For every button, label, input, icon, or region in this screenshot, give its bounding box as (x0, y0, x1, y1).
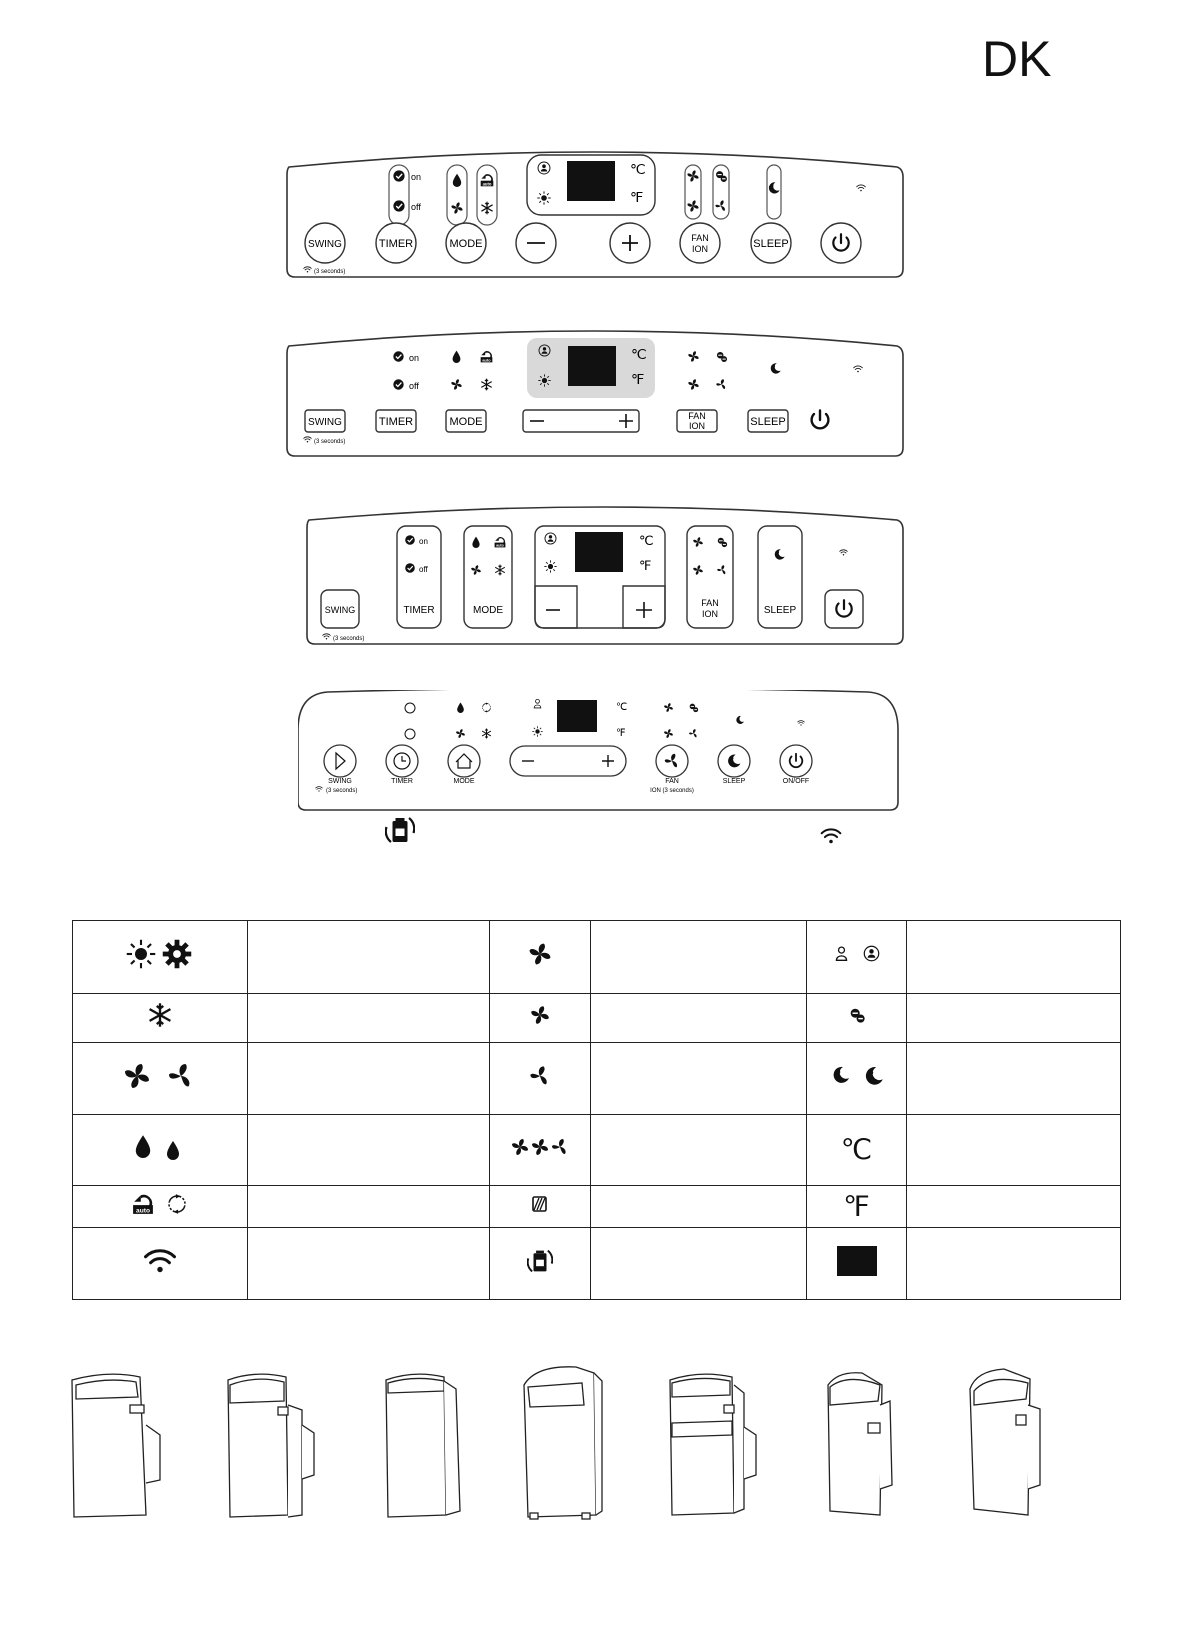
dehumidify-icon (453, 351, 461, 363)
wifi-small-icon (304, 437, 312, 443)
legend-description-cell (248, 1186, 490, 1228)
person-icon (545, 533, 556, 544)
sleep-button[interactable] (748, 410, 788, 432)
minus-button[interactable] (516, 223, 556, 263)
fan-high-icon (530, 944, 551, 965)
wifi-hint: (3 seconds) (333, 636, 365, 642)
wifi-indicator-icon (854, 366, 863, 372)
heat-icon (127, 940, 156, 969)
ion-label: ION (701, 609, 719, 619)
timer-on-icon (393, 170, 404, 181)
legend-icon-cell (490, 1186, 591, 1228)
sleep-label: SLEEP (763, 605, 797, 616)
legend-description-cell (248, 1114, 490, 1186)
legend-icon-cell (490, 921, 591, 994)
fan-outline-icon (169, 1064, 189, 1087)
timer-off-label: off (419, 565, 428, 574)
power-icon (790, 754, 803, 767)
fan-low-icon (716, 379, 725, 389)
power-icon (836, 600, 851, 616)
legend-description-cell (248, 993, 490, 1042)
heat-icon (538, 374, 550, 386)
fahrenheit-label: ℉ (631, 371, 645, 387)
fan-medium-icon (693, 565, 703, 575)
celsius-label: ℃ (616, 702, 628, 713)
auto-mode-icon (482, 703, 490, 713)
control-panel-4 (298, 690, 903, 822)
swing-button[interactable] (305, 410, 345, 432)
swing-hint: (3 seconds) (326, 788, 358, 794)
table-row (73, 1228, 1121, 1300)
unit-1 (72, 1374, 160, 1517)
sleep-icon (833, 1067, 848, 1083)
legend-description-cell (248, 921, 490, 994)
swing-label: SWING (328, 778, 352, 785)
mode-label: MODE (449, 416, 483, 428)
sleep-indicator-icon (769, 182, 780, 193)
timer-on-indicator (405, 703, 415, 713)
legend-description-cell (248, 1042, 490, 1114)
onoff-button[interactable] (780, 745, 812, 785)
legend-description-cell (907, 1186, 1121, 1228)
sleep-icon (728, 755, 740, 768)
mode-button[interactable] (446, 223, 486, 263)
legend-icon-cell (73, 1228, 248, 1300)
timer-label: TIMER (391, 778, 413, 785)
sleep-indicator-icon (736, 716, 744, 724)
legend-icon-cell (807, 1228, 907, 1300)
legend-description-cell (591, 1228, 807, 1300)
fan-mode-icon (451, 202, 462, 213)
fan-mode-icon (125, 1064, 149, 1088)
unit-4 (524, 1367, 602, 1519)
auto-mode-icon (133, 1195, 153, 1214)
cool-icon (482, 729, 491, 739)
power-icon[interactable] (812, 410, 829, 428)
sleep-button[interactable] (718, 745, 750, 785)
unit-5 (670, 1374, 756, 1515)
table-row (73, 1114, 1121, 1186)
auto-mode-icon (481, 351, 493, 362)
legend-description-cell (907, 1042, 1121, 1114)
legend-description-cell (591, 993, 807, 1042)
celsius-label: ℃ (631, 346, 647, 362)
wifi-small-icon (316, 787, 323, 792)
snowflake-icon (150, 1004, 171, 1027)
legend-icon-cell (807, 993, 907, 1042)
display-screen (557, 700, 597, 732)
fan-high-icon (688, 351, 698, 361)
fan-label: FAN (688, 411, 706, 421)
air-conditioner-models (60, 1365, 1140, 1535)
person-icon (534, 699, 541, 708)
ion-icon (717, 352, 727, 362)
fan-high-icon (664, 703, 673, 712)
sleep-indicator-icon (775, 549, 785, 559)
display-screen (575, 532, 623, 572)
legend-description-cell (907, 993, 1121, 1042)
plus-button[interactable] (610, 223, 650, 263)
swing-button[interactable] (324, 745, 356, 785)
fahrenheit-label: ℉ (616, 728, 626, 739)
control-panel-1 (285, 143, 905, 293)
timer-on-icon (405, 535, 415, 545)
dehumidify-icon (472, 537, 479, 548)
fan-high-icon (687, 170, 698, 181)
onoff-label: ON/OFF (782, 778, 810, 785)
dehumidify-icon (136, 1135, 150, 1158)
fan-hint: ION (3 seconds) (650, 788, 694, 794)
sleep-label: SLEEP (722, 778, 746, 785)
swing-icon (336, 753, 345, 769)
plus-button[interactable] (623, 586, 665, 628)
wifi-indicator-icon (857, 185, 866, 191)
wifi-hint: (3 seconds) (314, 269, 346, 275)
legend-icon-cell (490, 1114, 591, 1186)
fan-medium-icon (688, 379, 698, 389)
fan-icon (665, 754, 677, 768)
wifi-small-icon (323, 634, 331, 640)
cool-icon (495, 565, 505, 576)
mode-icon (456, 754, 472, 768)
timer-off-label: off (409, 381, 419, 391)
filter-icon (533, 1197, 546, 1211)
timer-label: TIMER (378, 416, 414, 428)
unit-2 (228, 1374, 314, 1517)
control-panel-2 (285, 322, 905, 472)
timer-off-icon (393, 379, 403, 389)
legend-icon-cell (490, 1228, 591, 1300)
display-screen (568, 346, 616, 386)
legend-icon-cell (73, 1042, 248, 1114)
fan-low-icon (530, 1066, 546, 1084)
timer-off-icon (393, 200, 404, 211)
legend-icon-cell (807, 1042, 907, 1114)
unit-7 (970, 1369, 1040, 1515)
display-screen-icon (837, 1246, 877, 1276)
table-row (73, 921, 1121, 994)
timer-on-label: on (411, 172, 422, 182)
fahrenheit-label: ℉ (639, 558, 652, 573)
mode-label: MODE (449, 238, 483, 250)
ion-icon (850, 1009, 864, 1023)
fan-label: FAN (665, 778, 679, 785)
language-code: DK (982, 31, 1052, 87)
sleep-indicator-icon (771, 363, 781, 373)
fan-low-icon (689, 729, 697, 737)
table-row (73, 1042, 1121, 1114)
dehumidify-icon (453, 174, 461, 187)
fan-medium-icon (531, 1006, 549, 1024)
heat-icon (537, 191, 550, 204)
fan-ion-button[interactable] (680, 223, 720, 263)
ion-icon (718, 538, 727, 547)
legend-icon-cell: ℉ (807, 1186, 907, 1228)
fan-ion-button[interactable] (677, 410, 717, 432)
fahrenheit-label: ℉ (630, 189, 644, 205)
celsius-label: ℃ (639, 533, 654, 548)
dehumidify-outline-icon (167, 1141, 179, 1160)
temperature-rocker[interactable] (523, 410, 639, 432)
timer-label: TIMER (378, 238, 414, 250)
legend-icon-cell (73, 1114, 248, 1186)
temperature-rocker[interactable] (510, 746, 626, 776)
timer-on-icon (393, 351, 403, 361)
legend-description-cell (591, 921, 807, 994)
timer-off-icon (405, 563, 415, 573)
fan-button[interactable] (650, 745, 694, 794)
person-icon (538, 162, 550, 174)
dehumidify-icon (457, 703, 464, 713)
swing-label: SWING (324, 605, 356, 615)
legend-description-cell (907, 1228, 1121, 1300)
display-screen (567, 161, 615, 201)
timer-button[interactable] (386, 745, 418, 785)
wifi-hint: (3 seconds) (314, 439, 346, 445)
fan-medium-icon (664, 729, 673, 738)
swing-label: SWING (308, 417, 342, 428)
fan-medium-icon (687, 200, 698, 211)
fan-mode-icon (451, 379, 461, 389)
wifi-indicator-icon (840, 550, 848, 556)
legend-icon-cell (490, 993, 591, 1042)
sleep-button[interactable] (751, 223, 791, 263)
wifi-small-icon (304, 267, 312, 273)
auto-mode-icon (495, 537, 506, 548)
legend-icon-cell (73, 1186, 248, 1228)
mode-label: MODE (453, 778, 475, 785)
sleep-label: SLEEP (753, 238, 789, 250)
sleep-label: SLEEP (750, 416, 786, 428)
gear-icon (163, 940, 192, 969)
table-row (73, 993, 1121, 1042)
heat-icon (532, 726, 542, 736)
cycle-icon (169, 1194, 185, 1214)
legend-icon-cell (807, 921, 907, 994)
timer-on-label: on (409, 353, 420, 363)
unit-6 (828, 1373, 892, 1515)
swing-button[interactable] (321, 590, 359, 628)
legend-description-cell (907, 921, 1121, 994)
legend-description-cell (591, 1042, 807, 1114)
legend-icon-cell (73, 921, 248, 994)
timer-off-indicator (405, 729, 415, 739)
heat-icon (544, 560, 556, 572)
ion-label: ION (688, 421, 706, 431)
plus-icon (602, 755, 614, 767)
fan-low-icon (717, 565, 725, 574)
table-row (73, 1186, 1121, 1228)
legend-icon-cell (490, 1042, 591, 1114)
minus-button[interactable] (535, 586, 577, 628)
unit-3 (386, 1374, 460, 1517)
cool-icon (481, 202, 492, 215)
timer-button[interactable] (376, 410, 416, 432)
wifi-indicator-icon (798, 721, 805, 726)
cool-icon (481, 379, 491, 391)
auto-mode-icon (481, 174, 494, 186)
control-panel-3 (305, 500, 905, 650)
mode-button[interactable] (446, 410, 486, 432)
mode-button[interactable] (448, 745, 480, 785)
power-button[interactable] (821, 223, 861, 263)
swing-label: SWING (308, 239, 342, 250)
fan-mode-icon (471, 565, 481, 575)
fan-mode-icon (456, 729, 465, 738)
legend-description-cell (591, 1114, 807, 1186)
ion-icon (690, 704, 699, 713)
fan-label: FAN (701, 598, 719, 608)
legend-description-cell (591, 1186, 807, 1228)
tank-full-icon (385, 815, 415, 845)
fan-low-icon (715, 200, 725, 211)
fan-label: FAN (691, 233, 709, 243)
swing-button[interactable] (305, 223, 345, 263)
celsius-label: ℃ (630, 161, 646, 177)
wifi-icon (146, 1251, 175, 1272)
ion-icon (716, 171, 727, 182)
person-circle-icon (864, 947, 878, 961)
tank-full-icon (528, 1251, 553, 1272)
legend-description-cell (907, 1114, 1121, 1186)
wifi-icon (820, 825, 842, 847)
timer-off-label: off (411, 202, 421, 212)
timer-label: TIMER (403, 605, 435, 616)
fan-auto-icon (512, 1139, 528, 1155)
ion-label: ION (691, 244, 709, 254)
power-button[interactable] (825, 590, 863, 628)
legend-icon-cell: ℃ (807, 1114, 907, 1186)
sleep-outline-icon (865, 1067, 882, 1085)
person-icon (836, 947, 846, 960)
legend-description-cell (248, 1228, 490, 1300)
mode-label: MODE (473, 605, 503, 616)
fan-high-icon (693, 537, 703, 547)
icon-legend-table (72, 920, 1121, 1300)
timer-button[interactable] (376, 223, 416, 263)
legend-icon-cell (73, 993, 248, 1042)
plus-icon (636, 602, 652, 618)
timer-on-label: on (419, 537, 428, 546)
